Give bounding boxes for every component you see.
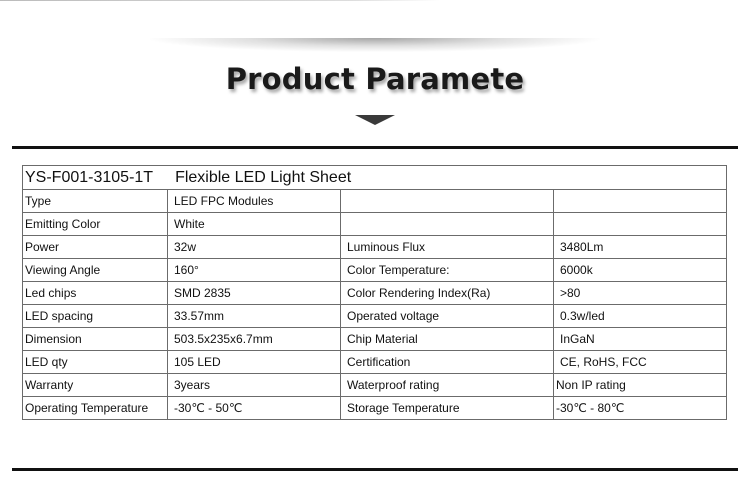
table-cell-spec-value: 0.3w/led [554, 305, 727, 328]
table-cell-spec-label [341, 213, 554, 236]
table-cell-spec-value [554, 213, 727, 236]
table-cell-spec-label: LED spacing [23, 305, 168, 328]
table-cell-spec-value: 32w [168, 236, 341, 259]
bottom-rule [12, 468, 738, 471]
page-title: Product Paramete [225, 62, 525, 96]
table-row [23, 282, 727, 305]
table-row [23, 351, 727, 374]
table-cell-spec-label: Emitting Color [23, 213, 168, 236]
table-cell-spec-value: 6000k [554, 259, 727, 282]
table-cell-spec-value: SMD 2835 [168, 282, 341, 305]
spec-table-header [23, 166, 727, 190]
table-row [23, 213, 727, 236]
spec-table-header-row [23, 166, 727, 190]
table-cell-spec-label: Operating Temperature [23, 397, 168, 420]
top-rule [12, 146, 738, 149]
down-arrow-icon [355, 115, 395, 125]
model-number: YS-F001-3105-1T [25, 168, 154, 186]
table-row [23, 259, 727, 282]
table-cell-spec-value: CE, RoHS, FCC [554, 351, 727, 374]
table-cell-spec-label: Chip Material [341, 328, 554, 351]
table-cell-spec-value [554, 190, 727, 213]
table-cell-spec-label: Led chips [23, 282, 168, 305]
table-cell-spec-label: Waterproof rating [341, 374, 554, 397]
table-cell-spec-value: LED FPC Modules [168, 190, 341, 213]
header-shadow [150, 38, 600, 52]
product-name: Flexible LED Light Sheet [175, 168, 352, 186]
table-cell-spec-value: InGaN [554, 328, 727, 351]
table-row [23, 397, 727, 420]
table-cell-spec-value: 33.57mm [168, 305, 341, 328]
table-cell-spec-value: >80 [554, 282, 727, 305]
table-cell-spec-value: 160° [168, 259, 341, 282]
table-cell-spec-value: 105 LED [168, 351, 341, 374]
table-cell-spec-label: Operated voltage [341, 305, 554, 328]
table-cell-spec-value: White [168, 213, 341, 236]
table-cell-spec-label: Storage Temperature [341, 397, 554, 420]
table-cell-spec-label: Type [23, 190, 168, 213]
table-cell-spec-value: Non IP rating [554, 374, 727, 397]
table-cell-spec-label: Warranty [23, 374, 168, 397]
table-cell-spec-value: -30℃ - 50℃ [168, 397, 341, 420]
table-cell-spec-label [341, 190, 554, 213]
table-cell-spec-label: Color Temperature: [341, 259, 554, 282]
table-cell-spec-value: 503.5x235x6.7mm [168, 328, 341, 351]
table-row [23, 374, 727, 397]
table-row [23, 190, 727, 213]
table-cell-spec-value: 3years [168, 374, 341, 397]
table-cell-spec-label: Luminous Flux [341, 236, 554, 259]
top-divider [0, 0, 440, 1]
table-cell-spec-label: Color Rendering Index(Ra) [341, 282, 554, 305]
table-cell-spec-label: Dimension [23, 328, 168, 351]
table-row [23, 328, 727, 351]
table-cell-spec-label: Certification [341, 351, 554, 374]
table-cell-spec-label: Viewing Angle [23, 259, 168, 282]
table-row [23, 236, 727, 259]
table-cell-spec-value: -30℃ - 80℃ [554, 397, 727, 420]
table-cell-spec-value: 3480Lm [554, 236, 727, 259]
table-cell-spec-label: Power [23, 236, 168, 259]
spec-table [22, 165, 727, 420]
table-cell-spec-label: LED qty [23, 351, 168, 374]
table-row [23, 305, 727, 328]
